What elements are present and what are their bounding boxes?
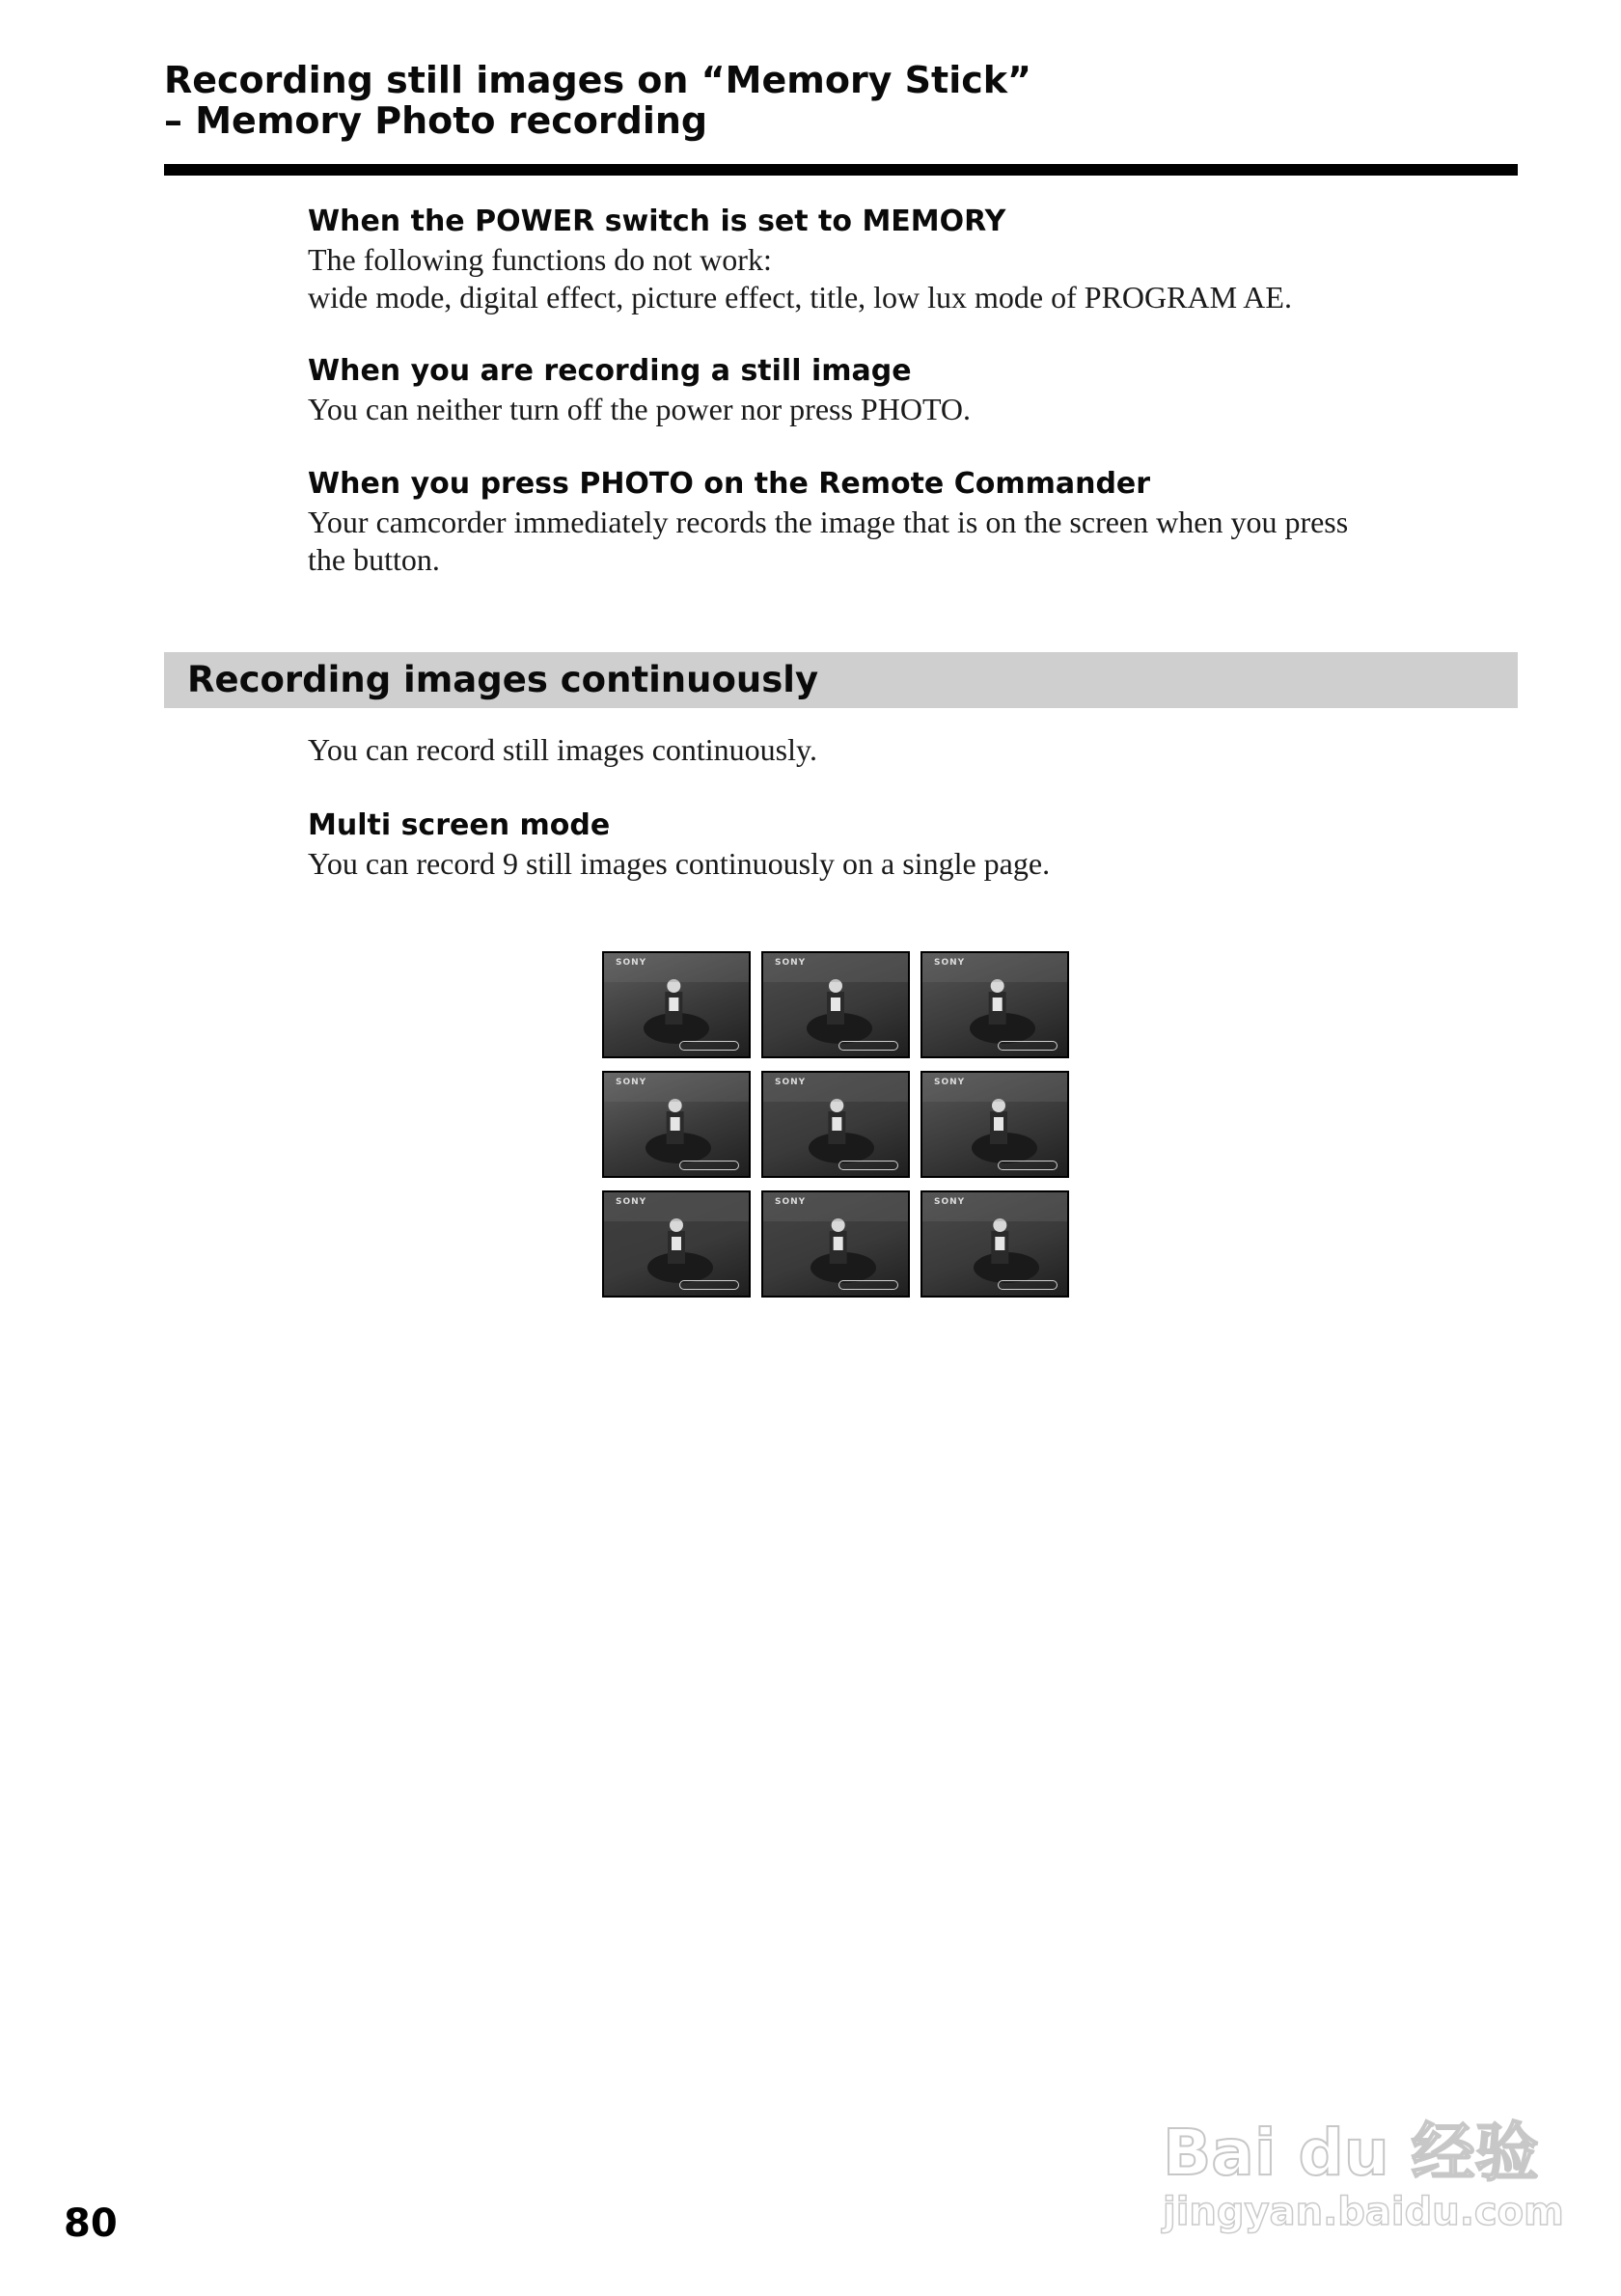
thumbnail-datestamp-frame — [679, 1280, 739, 1290]
thumbnail-datestamp-frame — [998, 1161, 1058, 1170]
note-heading: When the POWER switch is set to MEMORY — [308, 205, 1006, 238]
thumbnail-brand-label: SONY — [616, 1197, 647, 1207]
note-recording-still — [308, 352, 1514, 428]
thumbnail-datestamp-frame — [838, 1280, 898, 1290]
note-heading: When you press PHOTO on the Remote Commander — [308, 467, 1151, 501]
note-line: You can neither turn off the power nor press PHOTO. — [308, 392, 972, 426]
photo-thumbnail — [602, 951, 751, 1058]
photo-thumbnail — [761, 1190, 910, 1298]
thumbnail-datestamp-frame — [998, 1041, 1058, 1051]
note-heading: When you are recording a still image — [308, 354, 912, 388]
thumbnail-datestamp-frame — [998, 1280, 1058, 1290]
page-title — [164, 60, 1515, 141]
note-line: wide mode, digital effect, picture effect, title, low lux mode of PROGRAM AE. — [308, 279, 1292, 314]
thumbnail-brand-label: SONY — [934, 958, 966, 968]
thumbnail-datestamp-frame — [838, 1041, 898, 1051]
page-number: 80 — [64, 2201, 118, 2246]
photo-thumbnail — [920, 951, 1069, 1058]
photo-thumbnail — [761, 951, 910, 1058]
photo-thumbnail — [761, 1071, 910, 1178]
note-power-switch — [308, 203, 1514, 315]
thumbnail-datestamp-frame — [679, 1161, 739, 1170]
photo-thumbnail — [920, 1071, 1069, 1178]
thumbnail-brand-label: SONY — [934, 1197, 966, 1207]
title-rule — [164, 164, 1518, 176]
note-line: The following functions do not work: — [308, 242, 772, 277]
thumbnail-brand-label: SONY — [775, 1197, 807, 1207]
page-title-line-1: Recording still images on “Memory Stick” — [164, 59, 1032, 101]
photo-thumbnail — [602, 1071, 751, 1178]
subsection-heading: Multi screen mode — [308, 808, 611, 842]
photo-thumbnail — [920, 1190, 1069, 1298]
note-remote-commander — [308, 465, 1514, 578]
section-header — [164, 652, 1518, 708]
thumbnail-datestamp-frame — [679, 1041, 739, 1051]
thumbnail-brand-label: SONY — [775, 958, 807, 968]
note-line: the button. — [308, 541, 440, 577]
watermark-logo: Bai du 经验 — [1163, 2116, 1539, 2190]
multi-screen-photo-grid — [602, 951, 1077, 1304]
multi-screen-mode — [308, 806, 1514, 883]
section-title: Recording images continuously — [187, 659, 819, 700]
subsection-description: You can record 9 still images continuously on a single page. — [308, 846, 1051, 881]
section-intro — [308, 731, 1514, 769]
thumbnail-brand-label: SONY — [616, 1078, 647, 1087]
thumbnail-datestamp-frame — [838, 1161, 898, 1170]
section-intro-text: You can record still images continuously. — [308, 732, 817, 767]
watermark-url: jingyan.baidu.com — [1163, 2190, 1564, 2234]
thumbnail-brand-label: SONY — [775, 1078, 807, 1087]
thumbnail-brand-label: SONY — [934, 1078, 966, 1087]
thumbnail-brand-label: SONY — [616, 958, 647, 968]
photo-thumbnail — [602, 1190, 751, 1298]
watermark — [1153, 2064, 1564, 2257]
note-line: Your camcorder immediately records the image that is on the screen when you press — [308, 505, 1349, 539]
page-title-line-2: – Memory Photo recording — [164, 99, 708, 142]
